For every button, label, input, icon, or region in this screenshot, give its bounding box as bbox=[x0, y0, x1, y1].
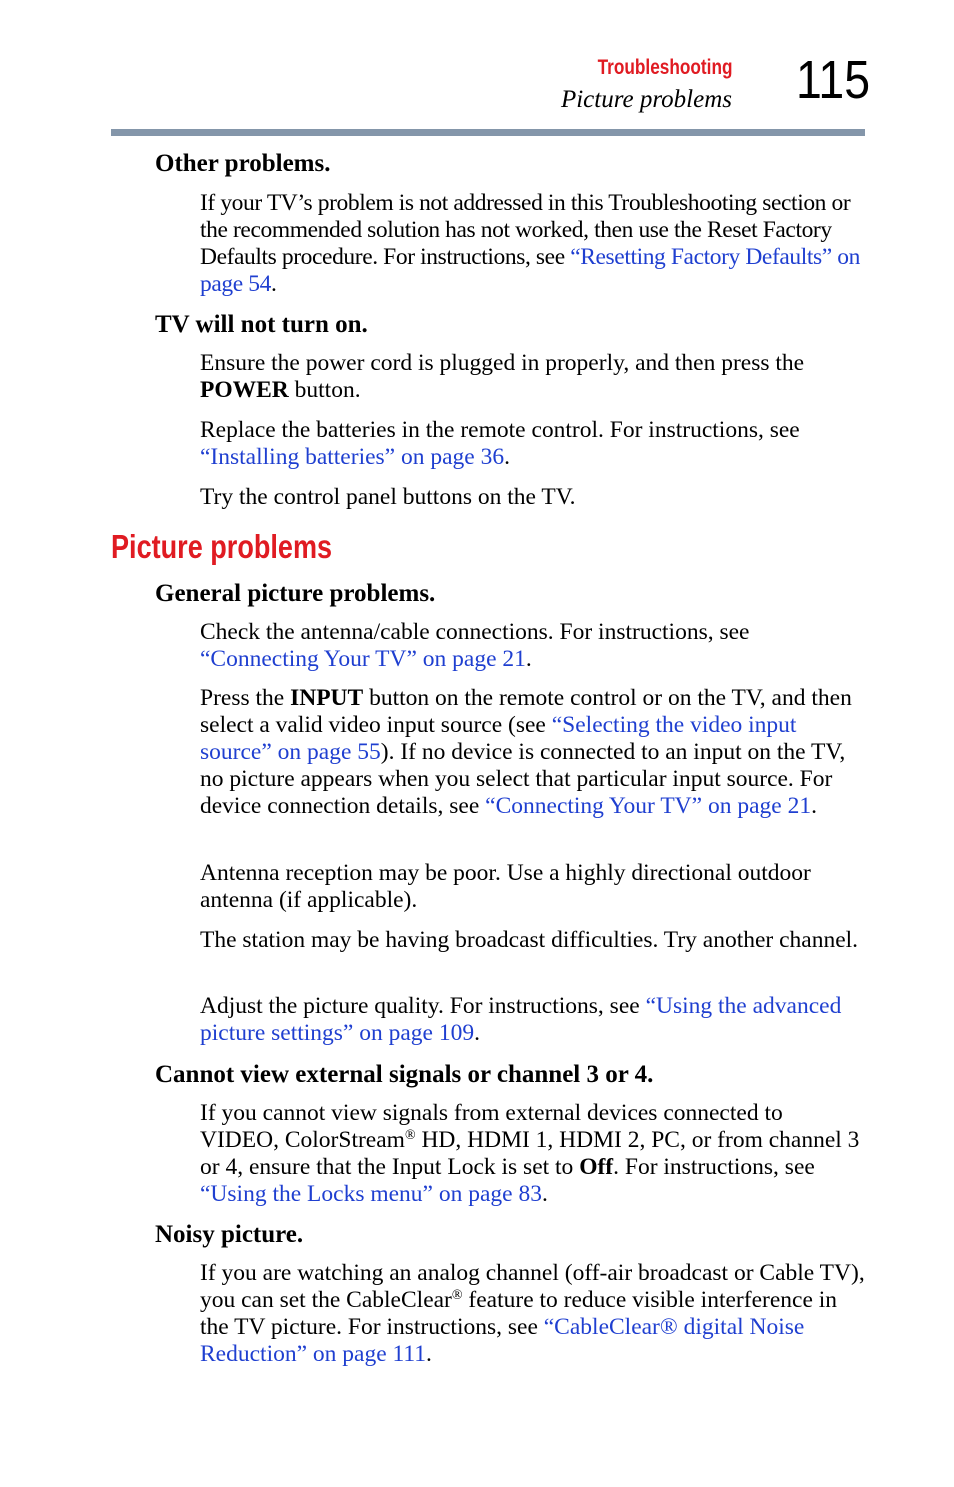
link-advanced-picture-settings[interactable]: “Using the advanced picture settings” on page 109 bbox=[200, 993, 842, 1046]
paragraph-noisy-picture bbox=[200, 1260, 865, 1368]
text: Adjust the picture quality. For instructions, see bbox=[200, 993, 646, 1019]
header-rule bbox=[111, 129, 865, 136]
text: If you cannot view signals from external devices connected to VIDEO, ColorStream bbox=[200, 1100, 783, 1153]
paragraph-control-panel: Try the control panel buttons on the TV. bbox=[200, 484, 576, 510]
power-keyword: POWER bbox=[200, 377, 289, 403]
text: Press the bbox=[200, 685, 291, 711]
heading-cannot-view-external: Cannot view external signals or channel 3 or 4. bbox=[155, 1061, 654, 1088]
paragraph-external-signals bbox=[200, 1100, 865, 1208]
link-locks-menu[interactable]: “Using the Locks menu” on page 83 bbox=[200, 1181, 542, 1207]
paragraph-station-broadcast: The station may be having broadcast difficulties. Try another channel. bbox=[200, 927, 859, 953]
text: . bbox=[270, 271, 277, 297]
text: . For instructions, see bbox=[613, 1154, 815, 1180]
text: . bbox=[525, 646, 532, 672]
heading-general-picture-problems: General picture problems. bbox=[155, 580, 436, 607]
registered-mark: ® bbox=[404, 1128, 416, 1143]
text: button. bbox=[288, 377, 361, 403]
link-resetting-factory-defaults[interactable]: “Resetting Factory Defaults” on page 54 bbox=[200, 244, 860, 297]
text: button on the remote control or on the TV, and then select a valid video input source (see bbox=[200, 685, 852, 738]
text: . bbox=[504, 444, 510, 470]
registered-mark: ® bbox=[451, 1288, 463, 1303]
text: If your TV’s problem is not addressed in this Troubleshooting section or the recommended solution has not worked, then use the Reset Factory Defaults procedure. For instructions, see bbox=[200, 190, 851, 270]
text: Check the antenna/cable connections. For instructions, see bbox=[200, 619, 750, 645]
off-keyword: Off bbox=[579, 1154, 614, 1180]
text: Ensure the power cord is plugged in properly, and then press the bbox=[200, 350, 805, 376]
page-number: 115 bbox=[796, 50, 871, 110]
text: . bbox=[474, 1020, 480, 1046]
link-selecting-video-input-source[interactable]: “Selecting the video input source” on page 55 bbox=[200, 712, 797, 765]
section-subtitle: Picture problems bbox=[560, 86, 732, 113]
heading-other-problems: Other problems. bbox=[155, 150, 331, 177]
paragraph-antenna-reception: Antenna reception may be poor. Use a highly directional outdoor antenna (if applicable). bbox=[200, 860, 811, 913]
chapter-title: Troubleshooting bbox=[597, 56, 732, 79]
heading-noisy-picture: Noisy picture. bbox=[155, 1221, 304, 1248]
link-installing-batteries[interactable]: “Installing batteries” on page 36 bbox=[200, 444, 505, 470]
link-connecting-your-tv[interactable]: “Connecting Your TV” on page 21 bbox=[200, 646, 526, 672]
paragraph-batteries bbox=[200, 417, 865, 471]
text: Replace the batteries in the remote control. For instructions, see bbox=[200, 417, 800, 443]
heading-tv-will-not-turn-on: TV will not turn on. bbox=[155, 311, 368, 338]
text: HD, HDMI 1, HDMI 2, PC, or from channel 3 or 4, ensure that the Input Lock is set to bbox=[200, 1127, 860, 1180]
section-title-picture-problems: Picture problems bbox=[111, 528, 333, 565]
text: If you are watching an analog channel (off-air broadcast or Cable TV), you can set the CableClear bbox=[200, 1260, 865, 1313]
text: . bbox=[541, 1181, 548, 1207]
text: ). If no device is connected to an input on the TV, no picture appears when you select that particular input source. For device connection details, see bbox=[200, 739, 846, 819]
text: feature to reduce visible interference in the TV picture. For instructions, see bbox=[200, 1287, 838, 1340]
link-cableclear-noise-reduction[interactable]: “CableClear® digital Noise Reduction” on page 111 bbox=[200, 1314, 805, 1367]
text: . bbox=[811, 793, 817, 819]
input-keyword: INPUT bbox=[290, 685, 364, 711]
paragraph-adjust-quality bbox=[200, 993, 865, 1047]
paragraph-input-button bbox=[200, 685, 865, 820]
paragraph-antenna-cable bbox=[200, 619, 865, 673]
link-connecting-your-tv-2[interactable]: “Connecting Your TV” on page 21 bbox=[485, 793, 812, 819]
paragraph-power-cord bbox=[200, 350, 865, 404]
paragraph-other-problems bbox=[200, 190, 865, 298]
text: . bbox=[426, 1341, 432, 1367]
